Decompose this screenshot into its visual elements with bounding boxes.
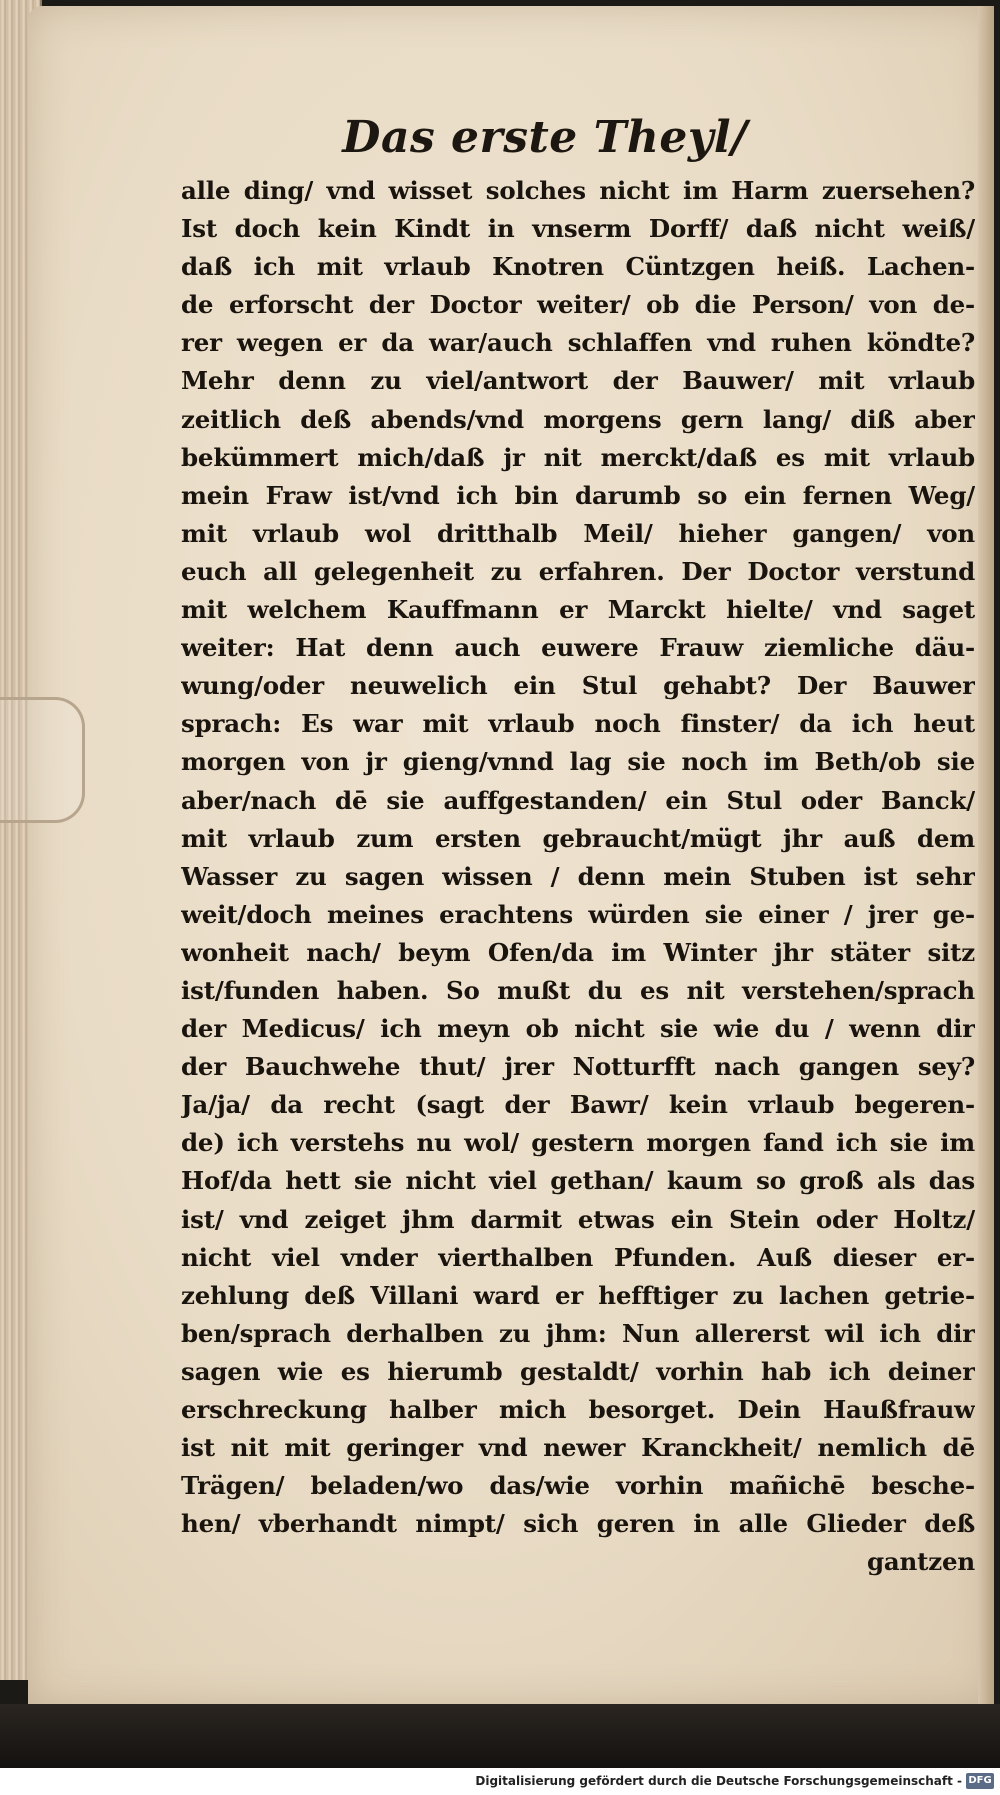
catchword: gantzen bbox=[866, 1547, 975, 1577]
text-line: mit vrlaub zum ersten gebraucht/mügt jhr auß dem bbox=[181, 823, 975, 853]
text-line: rer wegen er da war/auch schlaffen vnd ruhen köndte? bbox=[181, 328, 975, 358]
text-line: ist/funden haben. So mußt du es nit verstehen/sprach bbox=[181, 975, 975, 1005]
text-line: sagen wie es hierumb gestaldt/ vorhin hab ich deiner bbox=[181, 1356, 975, 1386]
text-line: der Medicus/ ich meyn ob nicht sie wie du / wenn dir bbox=[181, 1014, 975, 1044]
text-line: weiter: Hat denn auch euwere Frauw ziemliche däu- bbox=[181, 633, 975, 663]
text-line: Wasser zu sagen wissen / denn mein Stuben ist sehr bbox=[181, 861, 975, 891]
text-line: mein Fraw ist/vnd ich bin darumb so ein fernen Weg/ bbox=[181, 480, 975, 510]
footer-bar bbox=[0, 1770, 1000, 1795]
text-line: aber/nach dē sie auffgestanden/ ein Stul oder Banck/ bbox=[181, 785, 975, 815]
text-line: Hof/da hett sie nicht viel gethan/ kaum so groß als das bbox=[181, 1166, 975, 1196]
text-line: hen/ vberhandt nimpt/ sich geren in alle Glieder deß bbox=[181, 1509, 975, 1539]
text-line: wonheit nach/ beym Ofen/da im Winter jhr stäter sitz bbox=[181, 937, 975, 967]
text-line: ist/ vnd zeiget jhm darmit etwas ein Stein oder Holtz/ bbox=[181, 1204, 975, 1234]
text-line: morgen von jr gieng/vnnd lag sie noch im Beth/ob sie bbox=[181, 747, 975, 777]
text-line: Ja/ja/ da recht (sagt der Bawr/ kein vrlaub begeren- bbox=[181, 1090, 975, 1120]
text-line: der Bauchwehe thut/ jrer Notturfft nach gangen sey? bbox=[181, 1052, 975, 1082]
text-line: wung/oder neuwelich ein Stul gehabt? Der Bauwer bbox=[181, 671, 975, 701]
text-line: sprach: Es war mit vrlaub noch finster/ da ich heut bbox=[181, 709, 975, 739]
text-line: mit vrlaub wol dritthalb Meil/ hieher gangen/ von bbox=[181, 518, 975, 548]
binding-tab bbox=[0, 697, 85, 823]
text-line: Mehr denn zu viel/antwort der Bauwer/ mit vrlaub bbox=[181, 366, 975, 396]
text-line: ist nit mit geringer vnd newer Kranckheit/ nemlich dē bbox=[181, 1433, 975, 1463]
text-line: de) ich verstehs nu wol/ gestern morgen fand ich sie im bbox=[181, 1128, 975, 1158]
footer-credit: Digitalisierung gefördert durch die Deutsche Forschungsgemeinschaft - bbox=[475, 1774, 962, 1788]
text-line: daß ich mit vrlaub Knotren Cüntzgen heiß. Lachen- bbox=[181, 252, 975, 282]
page-right-edge bbox=[978, 6, 994, 1706]
text-line: mit welchem Kauffmann er Marckt hielte/ vnd saget bbox=[181, 595, 975, 625]
text-line: bekümmert mich/daß jr nit merckt/daß es mit vrlaub bbox=[181, 442, 975, 472]
text-line: erschreckung halber mich besorget. Dein Haußfrauw bbox=[181, 1395, 975, 1424]
dfg-logo: DFG bbox=[966, 1773, 994, 1789]
text-line: zeitlich deß abends/vnd morgens gern lang/ diß aber bbox=[181, 404, 975, 434]
running-head: Das erste Theyl/ bbox=[342, 112, 748, 163]
text-line: alle ding/ vnd wisset solches nicht im Harm zuersehen? bbox=[181, 176, 975, 205]
body-text bbox=[181, 172, 975, 1581]
bottom-shadow bbox=[0, 1704, 1000, 1768]
text-line: Ist doch kein Kindt in vnserm Dorff/ daß nicht weiß/ bbox=[181, 214, 975, 244]
text-line: Trägen/ beladen/wo das/wie vorhin mañichē besche- bbox=[181, 1471, 975, 1501]
text-line: ben/sprach derhalben zu jhm: Nun allererst wil ich dir bbox=[181, 1318, 975, 1348]
text-line: zehlung deß Villani ward er hefftiger zu lachen getrie- bbox=[181, 1280, 975, 1310]
text-line: weit/doch meines erachtens würden sie einer / jrer ge- bbox=[181, 899, 975, 929]
text-line: de erforscht der Doctor weiter/ ob die Person/ von de- bbox=[181, 290, 975, 320]
text-line: euch all gelegenheit zu erfahren. Der Doctor verstund bbox=[181, 556, 975, 586]
text-line: nicht viel vnder vierthalben Pfunden. Auß dieser er- bbox=[181, 1242, 975, 1272]
